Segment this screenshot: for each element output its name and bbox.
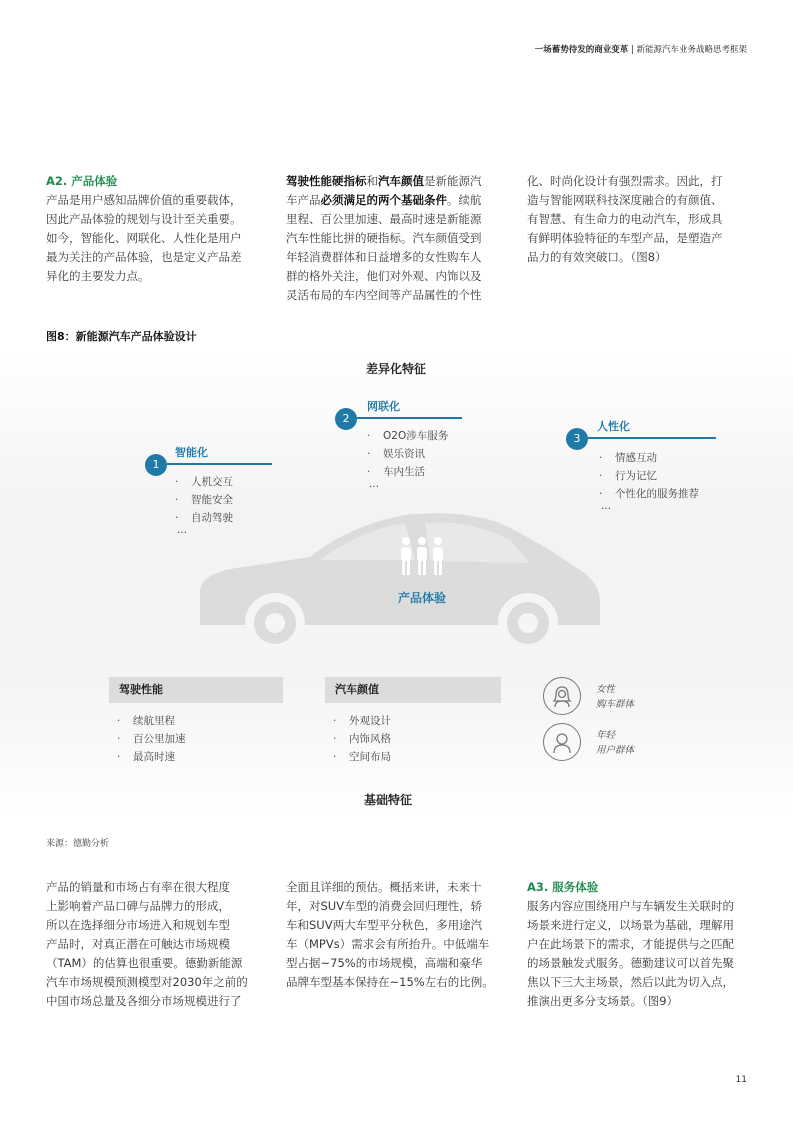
- text-line: 上影响着产品口碑与品牌力的形成，: [46, 899, 230, 913]
- text-line: [286, 172, 511, 191]
- bold-term: 驾驶性能硬指标: [286, 174, 367, 188]
- text-fragment: 是新能源汽: [424, 174, 482, 188]
- list-item: · 内饰风格: [333, 730, 391, 748]
- text-line: 车和SUV两大车型平分秋色，多用途汽: [286, 918, 483, 932]
- text-column-4: [46, 878, 271, 1011]
- list-item: · 情感互动: [599, 449, 699, 467]
- text-line: （TAM）的估算也很重要。德勤新能源: [46, 956, 243, 970]
- figure-title: 图8：新能源汽车产品体验设计: [46, 330, 197, 343]
- list-item: · 续航里程: [117, 712, 186, 730]
- feature-list-connected: [367, 427, 448, 481]
- basis-label: 基础特征: [363, 793, 412, 807]
- text-line: 造与智能网联科技深度融合的有颜值、: [527, 193, 723, 207]
- more-ellipsis: …: [601, 501, 611, 512]
- text-line: 产品的销量和市场占有率在很大程度: [46, 880, 230, 894]
- persona-line: 用户群体: [596, 745, 635, 756]
- section-title-a2: A2. 产品体验: [46, 174, 118, 188]
- feature-title-intelligent: 智能化: [175, 446, 208, 459]
- feature-number-badge: 1: [145, 454, 167, 476]
- text-line: 有鲜明体验特征的车型产品，是塑造产: [527, 231, 723, 245]
- text-line: 汽车性能比拼的硬指标。汽车颜值受到: [286, 231, 482, 245]
- text-line: 中国市场总量及各细分市场规模进行了: [46, 994, 242, 1008]
- text-column-6: [527, 878, 757, 1011]
- text-column-3: [527, 172, 752, 267]
- more-ellipsis: …: [369, 479, 379, 490]
- list-item: · 车内生活: [367, 463, 448, 481]
- text-line: 年轻消费群体和日益增多的女性购车人: [286, 250, 482, 264]
- text-line: 如今，智能化、网联化、人性化是用户: [46, 231, 242, 245]
- text-line: 化、时尚化设计有强烈需求。因此，打: [527, 174, 723, 188]
- basis-list-driving-performance: [117, 712, 186, 766]
- list-item: · 行为记忆: [599, 467, 699, 485]
- persona-label-female: [596, 682, 634, 712]
- text-line: 群的格外关注，他们对外观、内饰以及: [286, 269, 482, 283]
- text-fragment: 。续航: [447, 193, 482, 207]
- figure-source: 来源：德勤分析: [46, 839, 110, 849]
- text-line: 年，对SUV车型的消费会回归理性，轿: [286, 899, 483, 913]
- running-header: [535, 43, 747, 55]
- list-item: · 智能安全: [175, 491, 233, 509]
- persona-line: 年轻: [596, 730, 616, 741]
- text-line: 户在此场景下的需求，才能提供与之匹配: [527, 937, 734, 951]
- product-experience-label: 产品体验: [397, 591, 446, 605]
- list-item: · O2O涉车服务: [367, 427, 448, 445]
- list-item: · 人机交互: [175, 473, 233, 491]
- feature-underline: [588, 437, 716, 439]
- page-number: 11: [735, 1075, 747, 1085]
- feature-number-badge: 2: [335, 408, 357, 430]
- text-line: 灵活布局的车内空间等产品属性的个性: [286, 288, 482, 302]
- text-line: 汽车市场规模预测模型对2030年之前的: [46, 975, 248, 989]
- persona-line: 女性: [596, 684, 616, 695]
- list-item: · 百公里加速: [117, 730, 186, 748]
- female-user-icon: [543, 677, 581, 715]
- people-group-icon: [398, 535, 446, 577]
- text-line: 所以在选择细分市场进入和规划车型: [46, 918, 230, 932]
- text-line: 推演出更多分支场景。（图9）: [527, 994, 679, 1008]
- persona-label-young: [596, 728, 634, 758]
- section-title-a3: A3. 服务体验: [527, 880, 599, 894]
- header-title: 一场蓄势待发的商业变革: [534, 45, 629, 55]
- text-column-2: [286, 172, 511, 305]
- text-line: 车（MPVs）需求会有所抬升。中低端车: [286, 937, 490, 951]
- list-item: · 空间布局: [333, 748, 391, 766]
- differentiation-label: 差异化特征: [365, 362, 426, 376]
- car-silhouette-icon: [190, 505, 605, 655]
- text-line: 产品是用户感知品牌价值的重要载体，: [46, 193, 242, 207]
- text-line: 品力的有效突破口。（图8）: [527, 250, 667, 264]
- young-user-icon: [543, 723, 581, 761]
- text-line: 异化的主要发力点。: [46, 269, 150, 283]
- text-line: 有智慧、有生命力的电动汽车，形成具: [527, 212, 723, 226]
- basis-title-driving-performance: 驾驶性能: [109, 677, 283, 703]
- text-fragment: 和: [366, 174, 378, 188]
- text-line: 场景来进行定义，以场景为基础，理解用: [527, 918, 734, 932]
- list-item: · 个性化的服务推荐: [599, 485, 699, 503]
- list-item: · 娱乐资讯: [367, 445, 448, 463]
- bold-term: 必须满足的两个基础条件: [320, 193, 447, 207]
- feature-underline: [167, 463, 272, 465]
- feature-title-humanized: 人性化: [597, 420, 630, 433]
- feature-underline: [357, 417, 462, 419]
- list-item: · 最高时速: [117, 748, 186, 766]
- basis-list-appearance: [333, 712, 391, 766]
- text-fragment: 车产品: [286, 193, 321, 207]
- text-line: 全面且详细的预估。概括来讲，未来十: [286, 880, 482, 894]
- text-line: 最为关注的产品体验，也是定义产品差: [46, 250, 242, 264]
- list-item: · 外观设计: [333, 712, 391, 730]
- text-line: 产品时，对真正潜在可触达市场规模: [46, 937, 230, 951]
- feature-list-intelligent: [175, 473, 233, 527]
- text-column-5: [286, 878, 511, 992]
- list-item: · 自动驾驶: [175, 509, 233, 527]
- persona-line: 购车群体: [596, 699, 635, 710]
- text-line: 里程、百公里加速、最高时速是新能源: [286, 212, 482, 226]
- more-ellipsis: …: [177, 525, 187, 536]
- basis-title-appearance: 汽车颜值: [325, 677, 501, 703]
- text-line: [286, 191, 511, 210]
- feature-number-badge: 3: [566, 428, 588, 450]
- feature-title-connected: 网联化: [367, 400, 400, 413]
- text-line: 焦以下三大主场景，然后以此为切入点，: [527, 975, 734, 989]
- text-column-1: [46, 172, 266, 286]
- text-line: 服务内容应围绕用户与车辆发生关联时的: [527, 899, 734, 913]
- text-line: 的场景触发式服务。德勤建议可以首先聚: [527, 956, 734, 970]
- text-line: 品牌车型基本保持在~15%左右的比例。: [286, 975, 494, 989]
- header-subtitle: | 新能源汽车业务战略思考框架: [630, 45, 747, 55]
- text-line: 型占据~75%的市场规模，高端和豪华: [286, 956, 483, 970]
- bold-term: 汽车颜值: [378, 174, 424, 188]
- feature-list-humanized: [599, 449, 699, 503]
- text-line: 因此产品体验的规划与设计至关重要。: [46, 212, 242, 226]
